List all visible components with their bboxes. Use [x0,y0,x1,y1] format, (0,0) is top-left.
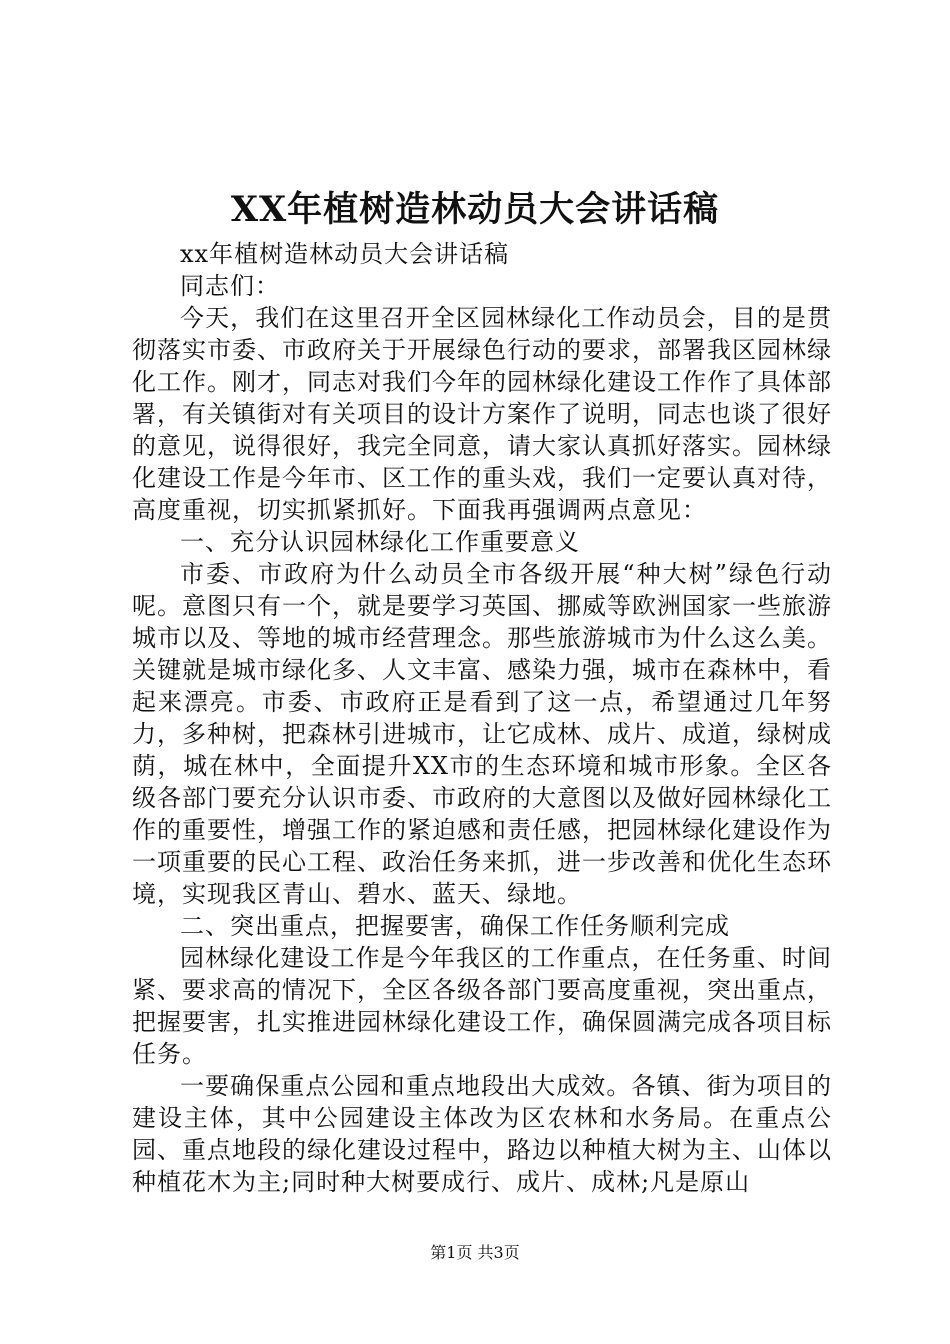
document-body [132,238,832,1198]
paragraph-subtitle: xx年植树造林动员大会讲话稿 [180,240,510,268]
paragraph-point-1: 一要确保重点公园和重点地段出大成效。各镇、街为项目的建设主体，其中公园建设主体改为区农林和水务局。在重点公园、重点地段的绿化建设过程中，路边以种植大树为主、山体以种植花木为主;同时种大树要成行、成片、成林;凡是原山 [132,1072,832,1196]
paragraph-intro: 今天，我们在这里召开全区园林绿化工作动员会，目的是贯彻落实市委、市政府关于开展绿色行动的要求，部署我区园林绿化工作。刚才，同志对我们今年的园林绿化建设工作作了具体部署，有关镇街对有关项目的设计方案作了说明，同志也谈了很好的意见，说得很好，我完全同意，请大家认真抓好落实。园林绿化建设工作是今年市、区工作的重头戏，我们一定要认真对待，高度重视，切实抓紧抓好。下面我再强调两点意见： [132,304,832,524]
paragraph-salutation: 同志们： [180,272,280,300]
section-heading-2: 二、突出重点，把握要害，确保工作任务顺利完成 [180,912,730,940]
document-title: XX年植树造林动员大会讲话稿 [230,189,720,230]
section-heading-1: 一、充分认识园林绿化工作重要意义 [180,528,580,556]
paragraph-section-2: 园林绿化建设工作是今年我区的工作重点，在任务重、时间紧、要求高的情况下，全区各级各部门要高度重视，突出重点，把握要害，扎实推进园林绿化建设工作，确保圆满完成各项目标任务。 [132,944,832,1068]
page-number: 第1页 共3页 [430,1243,520,1262]
paragraph-section-1: 市委、市政府为什么动员全市各级开展“种大树”绿色行动呢。意图只有一个，就是要学习英国、挪威等欧洲国家一些旅游城市以及、等地的城市经营理念。那些旅游城市为什么这么美。关键就是城市绿化多、人文丰富、感染力强，城市在森林中，看起来漂亮。市委、市政府正是看到了这一点，希望通过几年努力，多种树，把森林引进城市，让它成林、成片、成道，绿树成荫，城在林中，全面提升XX市的生态环境和城市形象。全区各级各部门要充分认识市委、市政府的大意图以及做好园林绿化工作的重要性，增强工作的紧迫感和责任感，把园林绿化建设作为一项重要的民心工程、政治任务来抓，进一步改善和优化生态环境，实现我区青山、碧水、蓝天、绿地。 [132,560,832,908]
